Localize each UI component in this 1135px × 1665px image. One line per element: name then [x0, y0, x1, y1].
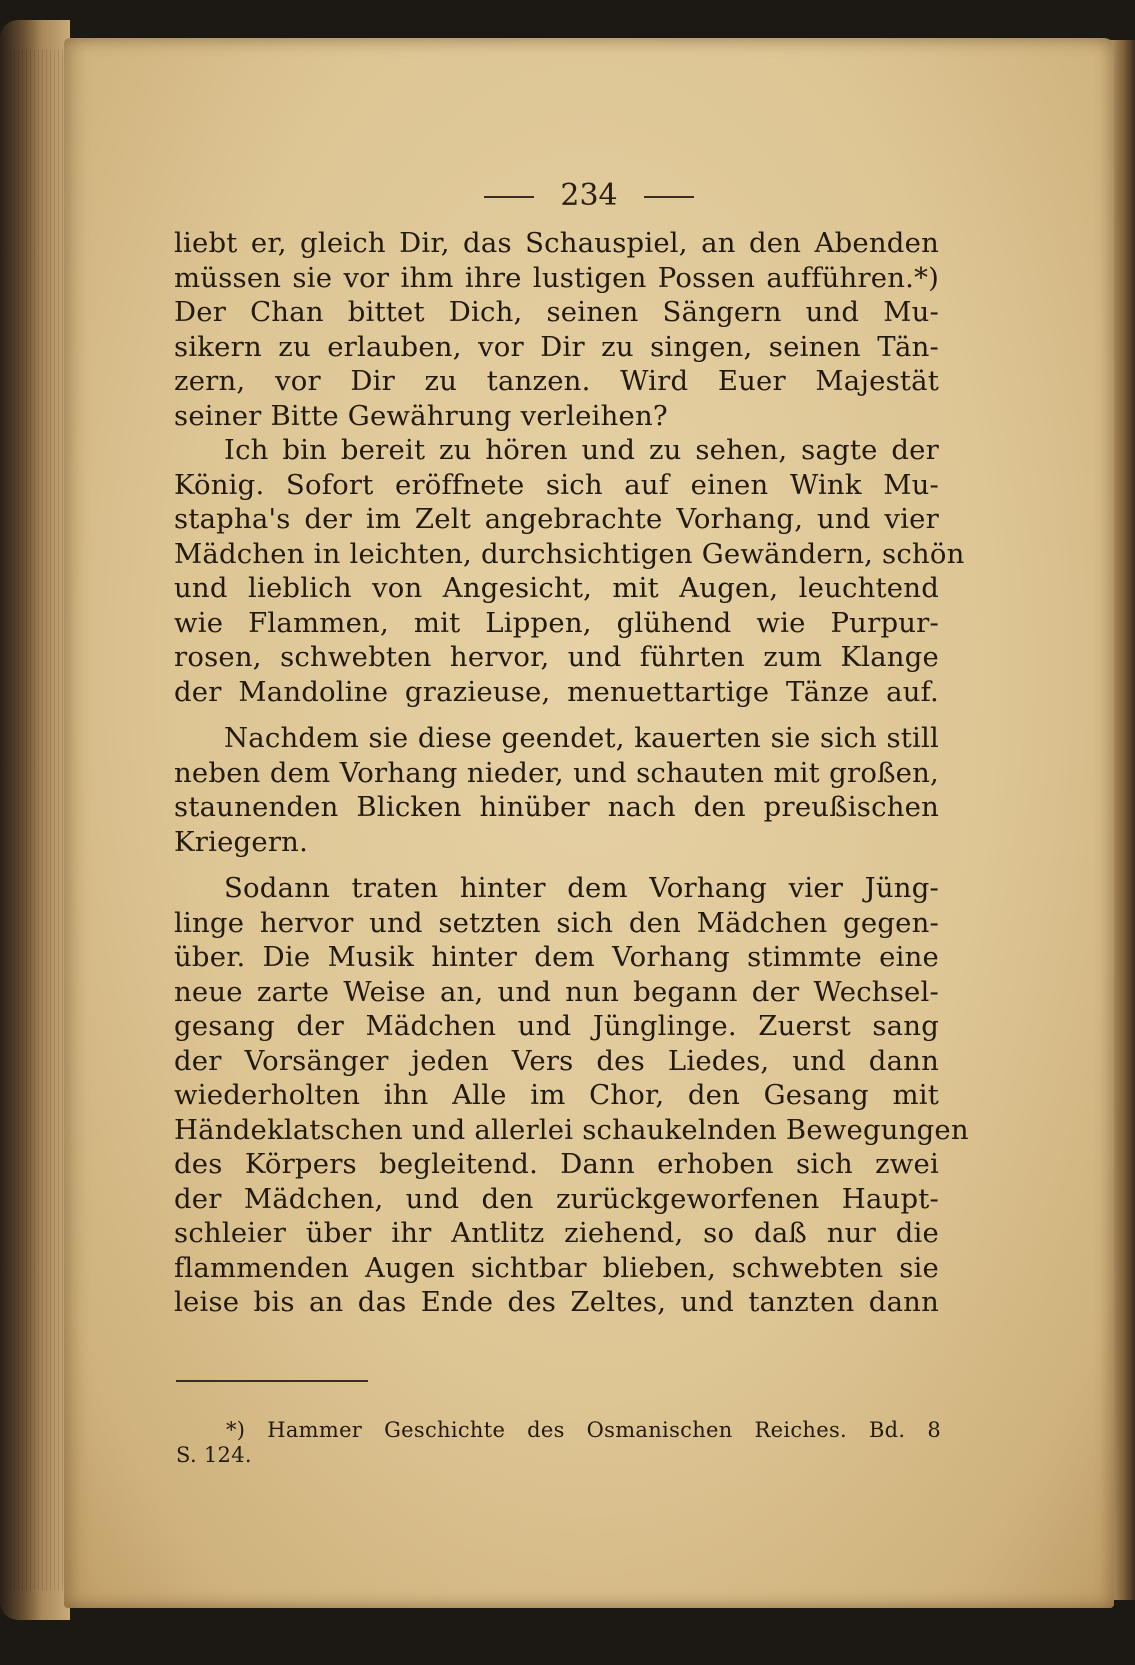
text-line: Sodann traten hinter dem Vorhang vier Jüng-	[224, 872, 939, 904]
text-line: rosen, schwebten hervor, und führten zum Klange	[174, 641, 939, 673]
text-line: Nachdem sie diese geendet, kauerten sie sich still	[224, 722, 939, 754]
body-text	[174, 226, 969, 1320]
text-line: gesang der Mädchen und Jünglinge. Zuerst sang	[174, 1010, 939, 1042]
text-line: schleier über ihr Antlitz ziehend, so daß nur die	[174, 1217, 939, 1249]
page-header	[64, 178, 1114, 213]
text-line: der Vorsänger jeden Vers des Liedes, und dann	[174, 1044, 939, 1077]
text-line: stapha's der im Zelt angebrachte Vorhang, und vier	[174, 503, 939, 535]
page-number: 234	[560, 178, 618, 213]
text-line: Der Chan bittet Dich, seinen Sängern und Mu-	[174, 296, 939, 328]
text-line: staunenden Blicken hinüber nach den preußischen	[174, 791, 939, 823]
text-line: der Mandoline grazieuse, menuettartige Tänze auf.	[174, 675, 939, 708]
header-dash-right	[644, 196, 694, 198]
text-line: neue zarte Weise an, und nun begann der Wechsel-	[174, 975, 939, 1008]
text-line: Kriegern.	[174, 825, 309, 858]
text-line: linge hervor und setzten sich den Mädchen gegen-	[174, 906, 939, 939]
text-line: Händeklatschen und allerlei schaukelnden Bewegungen	[174, 1113, 969, 1146]
book-page	[64, 38, 1114, 1608]
text-line: müssen sie vor ihm ihre lustigen Possen aufführen.*)	[174, 261, 939, 294]
text-line: der Mädchen, und den zurückgeworfenen Haupt-	[174, 1182, 939, 1215]
paragraph-gap	[174, 859, 939, 871]
text-line: flammenden Augen sichtbar blieben, schwebten sie	[174, 1251, 939, 1284]
text-line: liebt er, gleich Dir, das Schauspiel, an den Abenden	[174, 227, 939, 259]
text-line: des Körpers begleitend. Dann erhoben sich zwei	[174, 1148, 939, 1180]
paragraph-gap	[174, 709, 939, 721]
text-line: zern, vor Dir zu tanzen. Wird Euer Majestät	[174, 365, 939, 397]
text-line: wiederholten ihn Alle im Chor, den Gesang mit	[174, 1079, 939, 1111]
footnote-line: *) Hammer Geschichte des Osmanischen Reiches. Bd. 8	[226, 1418, 941, 1442]
text-line: wie Flammen, mit Lippen, glühend wie Purpur-	[174, 606, 939, 639]
footnote-line: S. 124.	[176, 1443, 252, 1467]
text-line: leise bis an das Ende des Zeltes, und tanzten dann	[174, 1286, 939, 1318]
header-dash-left	[484, 196, 534, 198]
text-line: sikern zu erlauben, vor Dir zu singen, seinen Tän-	[174, 330, 939, 363]
footnote-rule	[176, 1380, 368, 1382]
text-line: über. Die Musik hinter dem Vorhang stimmte eine	[174, 941, 939, 973]
text-line: Ich bin bereit zu hören und zu sehen, sagte der	[224, 434, 939, 466]
text-line: neben dem Vorhang nieder, und schauten mit großen,	[174, 756, 939, 789]
text-line: König. Sofort eröffnete sich auf einen Wink Mu-	[174, 468, 939, 501]
text-line: seiner Bitte Gewährung verleihen?	[174, 399, 668, 432]
footnote	[176, 1418, 941, 1468]
text-line: und lieblich von Angesicht, mit Augen, leuchtend	[174, 572, 939, 604]
left-page-edges	[0, 20, 70, 1620]
text-line: Mädchen in leichten, durchsichtigen Gewändern, schön	[174, 537, 965, 570]
